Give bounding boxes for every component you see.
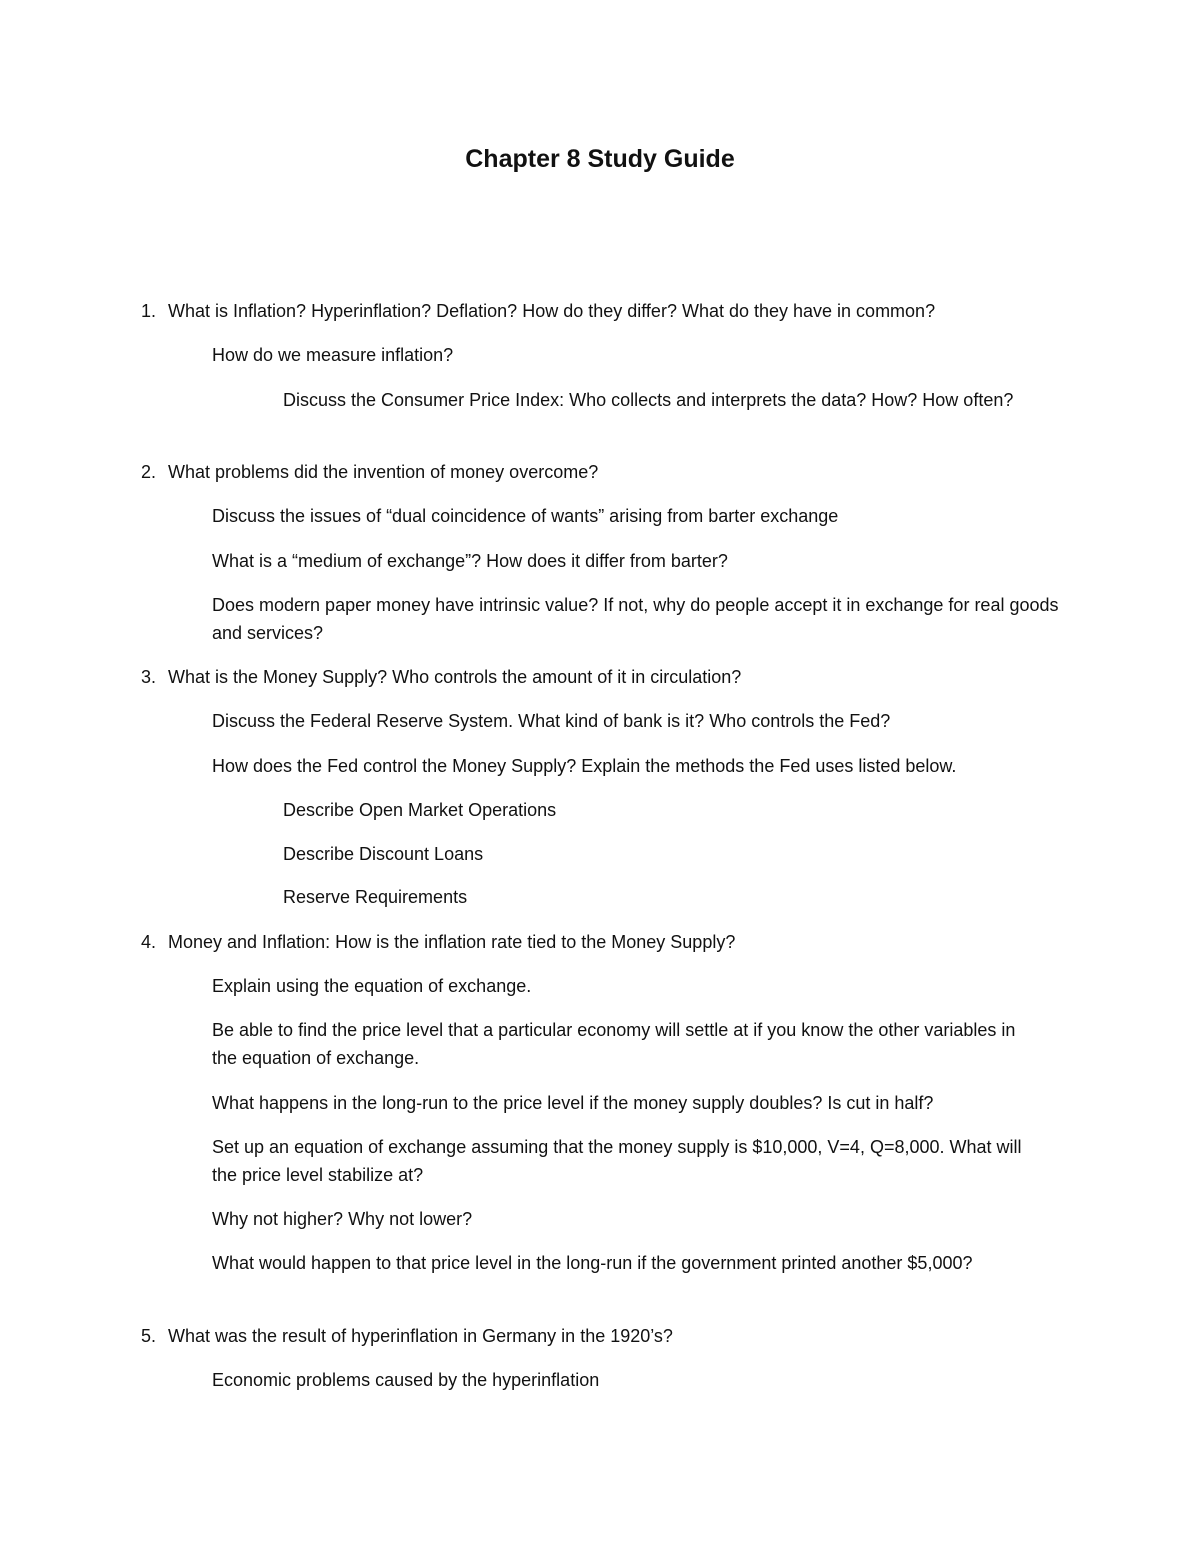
question-text: What problems did the invention of money overcome? [168,462,599,482]
question-text: What is the Money Supply? Who controls the amount of it in circulation? [168,667,742,687]
sub-question: Discuss the Consumer Price Index: Who collects and interprets the data? How? How often? [283,390,1014,410]
question-number: 3. [141,667,157,687]
question-number: 5. [141,1326,157,1346]
sub-question: Describe Open Market Operations [283,800,557,820]
question-text: Money and Inflation: How is the inflation rate tied to the Money Supply? [168,932,736,952]
sub-question: Does modern paper money have intrinsic value? If not, why do people accept it in exchange for real goods and services? [212,595,1059,643]
sub-question: What happens in the long-run to the price level if the money supply doubles? Is cut in half? [212,1093,934,1113]
question-number: 4. [141,932,157,952]
sub-question: Describe Discount Loans [283,844,484,864]
question-number: 1. [141,301,157,321]
sub-question: What is a “medium of exchange”? How does it differ from barter? [212,551,728,571]
sub-question: Why not higher? Why not lower? [212,1209,473,1229]
question-text: What is Inflation? Hyperinflation? Deflation? How do they differ? What do they have in common? [168,301,936,321]
sub-question: Be able to find the price level that a particular economy will settle at if you know the other variables in the equation of exchange. [212,1020,1016,1068]
sub-question: Discuss the issues of “dual coincidence of wants” arising from barter exchange [212,506,839,526]
sub-question: Explain using the equation of exchange. [212,976,532,996]
sub-question: Economic problems caused by the hyperinflation [212,1370,600,1390]
sub-question: How do we measure inflation? [212,345,454,365]
page-title: Chapter 8 Study Guide [465,145,735,173]
question-text: What was the result of hyperinflation in Germany in the 1920’s? [168,1326,673,1346]
question-number: 2. [141,462,157,482]
sub-question: How does the Fed control the Money Supply? Explain the methods the Fed uses listed below. [212,756,957,776]
sub-question: Discuss the Federal Reserve System. What kind of bank is it? Who controls the Fed? [212,711,891,731]
sub-question: Set up an equation of exchange assuming that the money supply is $10,000, V=4, Q=8,000. What will the price level stabilize at? [212,1137,1022,1185]
sub-question: What would happen to that price level in the long-run if the government printed another $5,000? [212,1253,973,1273]
sub-question: Reserve Requirements [283,887,468,907]
